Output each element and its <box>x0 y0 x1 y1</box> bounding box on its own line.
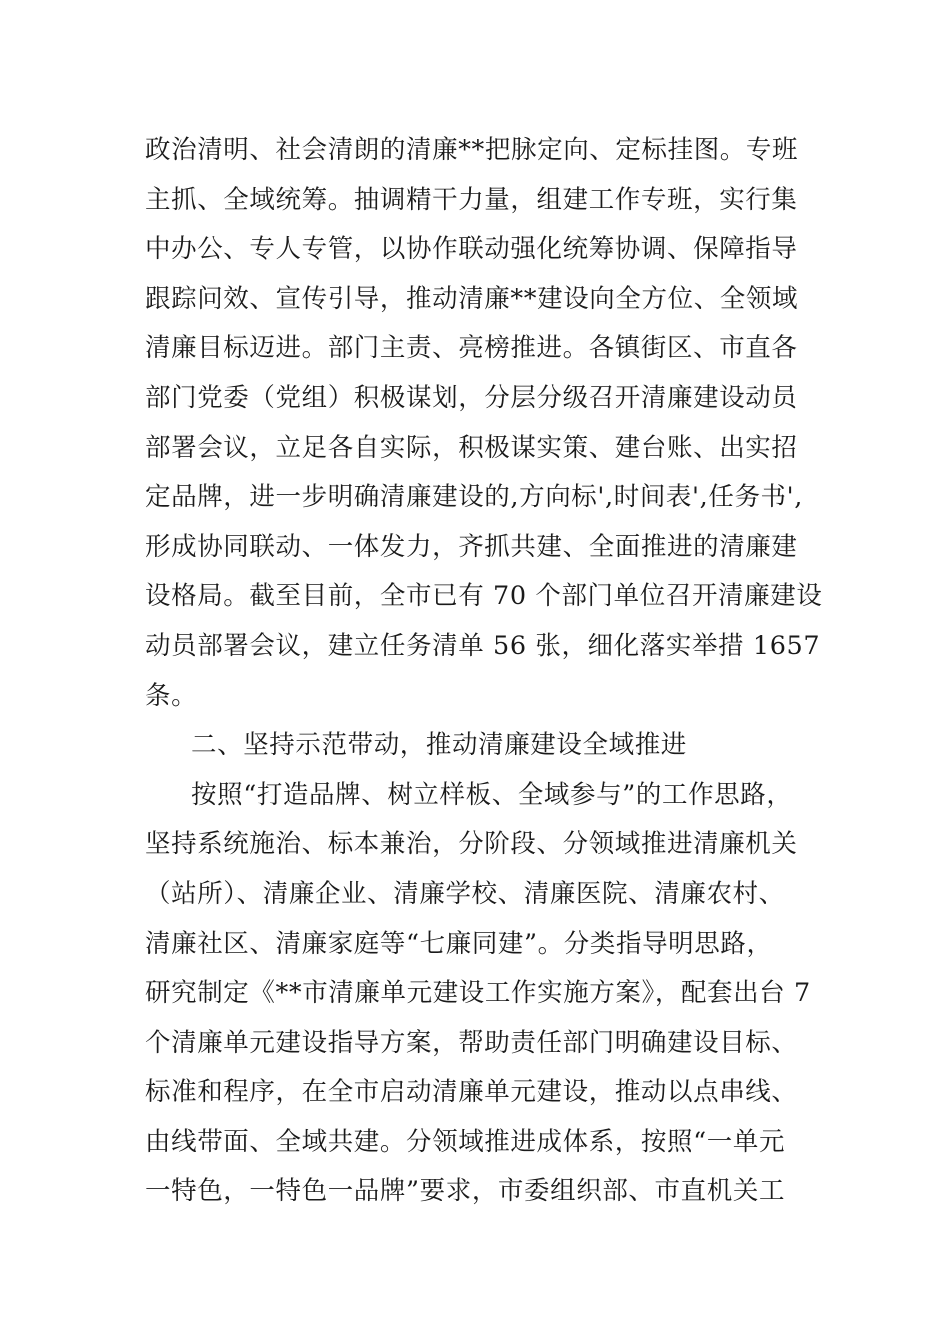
paragraph-1 <box>145 126 823 721</box>
text-line: 由线带面、全域共建。分领域推进成体系，按照“一单元 <box>145 1126 786 1157</box>
section-heading: 二、坚持示范带动，推动清廉建设全域推进 <box>191 730 687 761</box>
text-line: 部署会议，立足各自实际，积极谋实策、建台账、出实招 <box>145 432 798 463</box>
paragraph-2 <box>145 771 810 1217</box>
text-line: 部门党委（党组）积极谋划，分层分级召开清廉建设动员 <box>145 382 798 413</box>
document-body <box>145 126 823 1217</box>
text-line: 动员部署会议，建立任务清单 56 张，细化落实举措 1657 <box>145 630 821 661</box>
text-line: 一特色，一特色一品牌”要求，市委组织部、市直机关工 <box>145 1176 786 1207</box>
text-line: 清廉目标迈进。部门主责、亮榜推进。各镇街区、市直各 <box>145 333 798 364</box>
text-line: 设格局。截至目前，全市已有 70 个部门单位召开清廉建设 <box>145 581 823 612</box>
text-line: 跟踪问效、宣传引导，推动清廉**建设向全方位、全领域 <box>145 283 799 314</box>
text-line: 主抓、全域统筹。抽调精干力量，组建工作专班，实行集 <box>145 184 798 215</box>
text-line: 形成协同联动、一体发力，齐抓共建、全面推进的清廉建 <box>145 531 798 562</box>
text-line: 坚持系统施治、标本兼治，分阶段、分领域推进清廉机关 <box>145 829 798 860</box>
text-line: 中办公、专人专管，以协作联动强化统筹协调、保障指导 <box>145 234 798 265</box>
text-line: （站所）、清廉企业、清廉学校、清廉医院、清廉农村、 <box>145 878 785 909</box>
text-line: 标准和程序，在全市启动清廉单元建设，推动以点串线、 <box>145 1077 798 1108</box>
text-line: 清廉社区、清廉家庭等“七廉同建”。分类指导明思路， <box>145 928 773 959</box>
text-line: 条。 <box>145 680 198 711</box>
text-line: 定品牌，进一步明确清廉建设的,方向标',时间表',任务书', <box>145 482 803 513</box>
text-line: 按照“打造品牌、树立样板、全域参与”的工作思路， <box>191 779 793 810</box>
text-line: 政治清明、社会清朗的清廉**把脉定向、定标挂图。专班 <box>145 135 799 165</box>
text-line: 研究制定《**市清廉单元建设工作实施方案》，配套出台 7 <box>145 978 811 1009</box>
text-line: 个清廉单元建设指导方案，帮助责任部门明确建设目标、 <box>145 1027 798 1058</box>
